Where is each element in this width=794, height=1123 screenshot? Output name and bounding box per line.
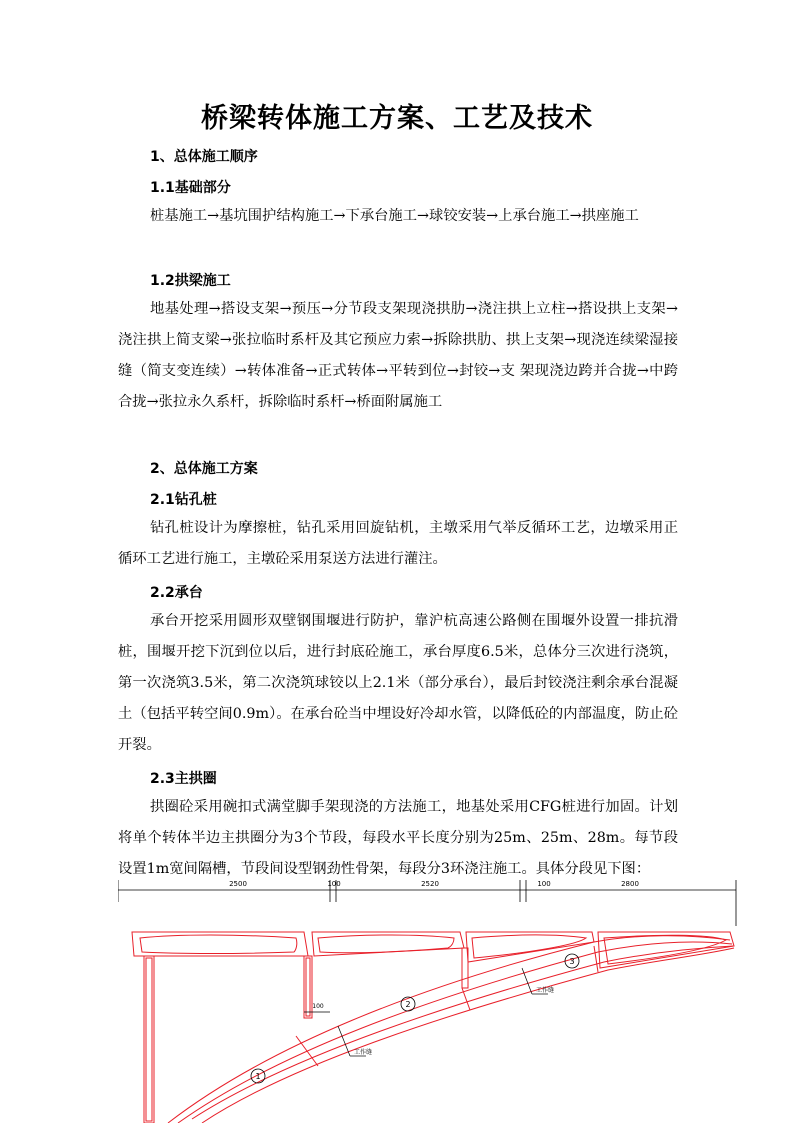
joint-callouts: [304, 968, 548, 1056]
heading-2: 2、总体施工方案: [150, 461, 258, 477]
deck-beams: [132, 932, 734, 968]
heading-2-3: 2.3主拱圈: [150, 771, 217, 787]
joint-label-2: 工作缝: [536, 987, 555, 994]
dim-label-3: 2520: [421, 880, 439, 888]
heading-2-2: 2.2承台: [150, 585, 203, 601]
paragraph-arch-beam: 地基处理→搭设支架→预压→分节段支架现浇拱肋→浇注拱上立柱→搭设拱上支架→浇注拱上简支梁→张拉临时系杆及其它预应力索→拆除拱肋、拱上支架→现浇连续梁湿接缝（简支变连续）→转体准备→正式转体→平转到位→封铰→支 架现浇边跨并合拢→中跨合拢→张拉永久系杆，拆除临时系杆→桥面附属施工: [118, 301, 678, 410]
paragraph-bored-piles: 钻孔桩设计为摩擦桩，钻孔采用回旋钻机，主墩采用气举反循环工艺，边墩采用正循环工艺进行施工，主墩砼采用泵送方法进行灌注。: [118, 520, 678, 567]
pier-columns: [144, 948, 468, 1123]
paragraph-main-arch: 拱圈砼采用碗扣式满堂脚手架现浇的方法施工，地基处采用CFG桩进行加固。计划将单个转体半边主拱圈分为3个节段，每段水平长度分别为25m、25m、28m。每节段设置1m宽间隔槽，节段间设型钢劲性骨架，每段分3环浇注施工。具体分段见下图：: [118, 799, 678, 877]
heading-1: 1、总体施工顺序: [150, 149, 258, 165]
heading-2-1: 2.1钻孔桩: [150, 492, 217, 508]
arch-segment-drawing: [118, 876, 794, 1123]
segment-label-2: 2: [405, 1000, 411, 1009]
gap-width-label: 100: [312, 1003, 324, 1010]
heading-1-1: 1.1基础部分: [150, 180, 231, 196]
joint-label-1: 工作缝: [354, 1049, 373, 1056]
dim-label-4: 100: [537, 880, 551, 888]
dim-label-1: 2500: [229, 880, 247, 888]
paragraph-pile-cap: 承台开挖采用圆形双壁钢围堰进行防护，靠沪杭高速公路侧在围堰外设置一排抗滑桩，围堰开挖下沉到位以后，进行封底砼施工，承台厚度6.5米，总体分三次进行浇筑，第一次浇筑3.5米，第二次浇筑球铰以上2.1米（部分承台），最后封铰浇注剩余承台混凝土（包括平转空间0.9m）。在承台砼当中埋设好冷却水管，以降低砼的内部温度，防止砼开裂。: [118, 613, 678, 753]
arch-rib: [168, 936, 734, 1123]
paragraph-foundation: 桩基施工→基坑围护结构施工→下承台施工→球铰安装→上承台施工→拱座施工: [150, 208, 639, 224]
document-title: 桥梁转体施工方案、工艺及技术: [201, 103, 593, 134]
segment-label-1: 1: [255, 1072, 261, 1081]
segment-label-3: 3: [569, 957, 575, 966]
dim-label-5: 2800: [621, 880, 639, 888]
heading-1-2: 1.2拱梁施工: [150, 273, 231, 289]
dim-label-2: 100: [327, 880, 341, 888]
